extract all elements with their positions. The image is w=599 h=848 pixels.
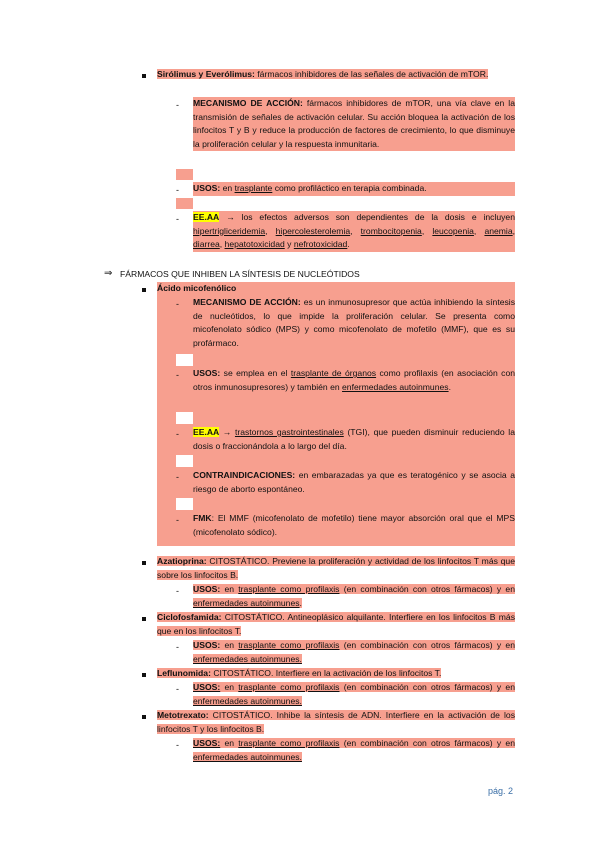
sirolimus-usos	[193, 182, 515, 196]
sirolimus-entry	[157, 68, 515, 82]
drug-title: Azatioprina:	[157, 556, 207, 566]
eeaa-text: → los efectos adversos son dependientes de la dosis e incluyen	[219, 212, 515, 222]
bullet-square	[142, 288, 146, 292]
dash-marker: -	[176, 370, 179, 380]
eeaa-item: leucopenia	[432, 225, 474, 236]
usos-pre: en	[220, 584, 239, 594]
dash-marker: -	[176, 515, 179, 525]
dash-marker: -	[176, 429, 179, 439]
spacer-white	[176, 498, 193, 510]
contra-text: en embarazadas ya que es teratogénico y se asocia a riesgo de aborto espontáneo.	[193, 470, 515, 494]
dash-marker: -	[176, 100, 179, 110]
mecanismo-text: fármacos inhibidores de mTOR, una vía clave en la transmisión de señales de activación celular. Su acción bloquea la activación de los linfocitos T y B y reduce la producción de factores de crecimiento, lo que disminuye la proliferación celular y la respuesta inmunitaria.	[193, 98, 516, 149]
micofenolico-title-row	[157, 282, 515, 296]
mecanismo-label: MECANISMO DE ACCIÓN:	[193, 98, 303, 108]
drug-text: CITOSTÁTICO. Interfiere en la activación de los linfocitos T.	[210, 668, 442, 678]
section-heading: FÁRMACOS QUE INHIBEN LA SÍNTESIS DE NUCLEÓTIDOS	[120, 269, 360, 279]
usos-link: enfermedades autoinmunes	[342, 381, 449, 392]
usos-pre: en	[220, 640, 239, 650]
usos-mid: (en combinación con otros fármacos) y en	[339, 738, 515, 748]
page-number: pág. 2	[487, 786, 513, 796]
spacer-white	[176, 354, 193, 366]
sirolimus-eeaa: EE.AA → los efectos adversos son dependientes de la dosis e incluyen hipertrigliceridemia, hipercolesterolemia, trombocitopenia, leucopenia, anemia, diarrea, hepatotoxicidad y nefrotoxicidad.	[193, 211, 515, 252]
usos-pre: en	[220, 738, 239, 748]
usos-link: enfermedades autoinmunes	[193, 597, 300, 608]
usos-link: trasplante como profilaxis	[238, 682, 340, 692]
eeaa-item: hepatotoxicidad	[224, 239, 285, 250]
usos-post: .	[299, 597, 302, 608]
bullet-square	[142, 673, 146, 677]
eeaa-item: hipertrigliceridemia	[193, 225, 266, 236]
bullet-square	[142, 561, 146, 565]
arrow-icon: →	[218, 427, 235, 437]
usos-label: USOS:	[193, 738, 221, 748]
bullet-square	[142, 715, 146, 719]
spacer-highlight	[176, 198, 193, 209]
metotrexato-entry	[157, 709, 515, 736]
usos-mid: (en combinación con otros fármacos) y en	[339, 584, 515, 594]
eeaa-link: trastornos gastrointestinales	[234, 427, 344, 437]
eeaa-item: trombocitopenia	[360, 225, 422, 236]
drug-title: Ciclofosfamida:	[157, 612, 222, 622]
mecanismo-label: MECANISMO DE ACCIÓN:	[193, 297, 301, 307]
eeaa-label: EE.AA	[193, 212, 220, 222]
sirolimus-mecanismo	[193, 97, 515, 151]
usos-pre: en	[220, 682, 239, 692]
usos-post: .	[448, 381, 451, 392]
sirolimus-title: Sirólimus y Everólimus:	[157, 69, 255, 79]
bullet-square	[142, 617, 146, 621]
leflunomida-usos	[193, 681, 515, 708]
usos-label: USOS:	[193, 640, 221, 650]
micofenolico-title: Ácido micofenólico	[157, 283, 237, 293]
mecanismo-text: es un inmunosupresor que actúa inhibiendo la síntesis de nucleótidos, lo que impide la proliferación celular. Se presenta como micofenolato sódico (MPS) y como micofenolato de mofetilo (MMF), que es su profármaco.	[193, 297, 516, 348]
spacer-white	[176, 455, 193, 467]
contra-label: CONTRAINDICACIONES:	[193, 470, 296, 480]
eeaa-label: EE.AA	[193, 427, 219, 437]
metotrexato-usos	[193, 737, 515, 764]
fmk-label: FMK	[193, 513, 212, 523]
dash-marker: -	[176, 586, 179, 596]
usos-pre: en	[220, 183, 235, 193]
usos-link: trasplante	[234, 183, 273, 193]
micofenolico-contraindicaciones	[193, 469, 515, 496]
dash-marker: -	[176, 299, 179, 309]
usos-link: enfermedades autoinmunes.	[193, 653, 302, 664]
usos-label: USOS:	[193, 682, 221, 692]
eeaa-item: diarrea	[193, 239, 220, 250]
ciclofosfamida-usos	[193, 639, 515, 666]
spacer-highlight	[176, 169, 193, 180]
ciclofosfamida-entry	[157, 611, 515, 638]
azatioprina-entry	[157, 555, 515, 582]
usos-mid: (en combinación con otros fármacos) y en	[339, 640, 515, 650]
double-arrow-icon: ⇒	[104, 268, 113, 279]
usos-link: trasplante de órganos	[290, 368, 377, 378]
micofenolico-usos	[193, 367, 515, 394]
drug-title: Metotrexato:	[157, 710, 209, 720]
usos-link: trasplante como profilaxis	[238, 738, 340, 748]
usos-label: USOS:	[193, 584, 221, 594]
usos-post: como profiláctico en terapia combinada.	[272, 183, 427, 193]
spacer-white	[176, 412, 193, 424]
micofenolico-mecanismo	[193, 296, 515, 350]
drug-text: CITOSTÁTICO. Previene la proliferación y actividad de los linfocitos T más que sobre los linfocitos B.	[157, 556, 515, 580]
usos-link: trasplante como profilaxis	[238, 584, 340, 594]
drug-title: Leflunomida:	[157, 668, 211, 678]
usos-pre: se emplea en el	[220, 368, 291, 378]
usos-label: USOS:	[193, 183, 221, 193]
eeaa-item: anemia	[484, 225, 513, 236]
dash-marker: -	[176, 740, 179, 750]
sirolimus-intro: fármacos inhibidores de las señales de activación de mTOR.	[254, 69, 489, 79]
eeaa-text: (TGI), que pueden disminuir reduciendo la dosis o fraccionándola a lo largo del día.	[193, 427, 515, 451]
eeaa-item: hipercolesterolemia	[275, 225, 351, 236]
leflunomida-entry	[157, 667, 515, 681]
usos-label: USOS:	[193, 368, 221, 378]
dash-marker: -	[176, 642, 179, 652]
usos-link: enfermedades autoinmunes.	[193, 695, 302, 706]
dash-marker: -	[176, 214, 179, 224]
bullet-square	[142, 74, 146, 78]
micofenolico-fmk	[193, 512, 515, 539]
usos-link: enfermedades autoinmunes.	[193, 751, 302, 762]
fmk-text: : El MMF (micofenolato de mofetilo) tiene mayor absorción oral que el MPS (micofenolato sódico).	[193, 513, 515, 537]
drug-text: CITOSTÁTICO. Inhibe la síntesis de ADN. Interfiere en la activación de los linfocitos T y los linfocitos B.	[157, 710, 515, 734]
eeaa-item: nefrotoxicidad	[293, 239, 348, 250]
azatioprina-usos	[193, 583, 515, 610]
dash-marker: -	[176, 185, 179, 195]
usos-link: trasplante como profilaxis	[238, 640, 340, 650]
dash-marker: -	[176, 472, 179, 482]
dash-marker: -	[176, 684, 179, 694]
drug-text: CITOSTÁTICO. Antineoplásico alquilante. Interfiere en los linfocitos B más que en los linfocitos T.	[157, 612, 515, 636]
usos-mid: (en combinación con otros fármacos) y en	[339, 682, 515, 692]
micofenolico-eeaa	[193, 426, 515, 453]
usos-mid: como profilaxis (en asociación con otros inmunosupresores) y también en	[193, 368, 516, 392]
